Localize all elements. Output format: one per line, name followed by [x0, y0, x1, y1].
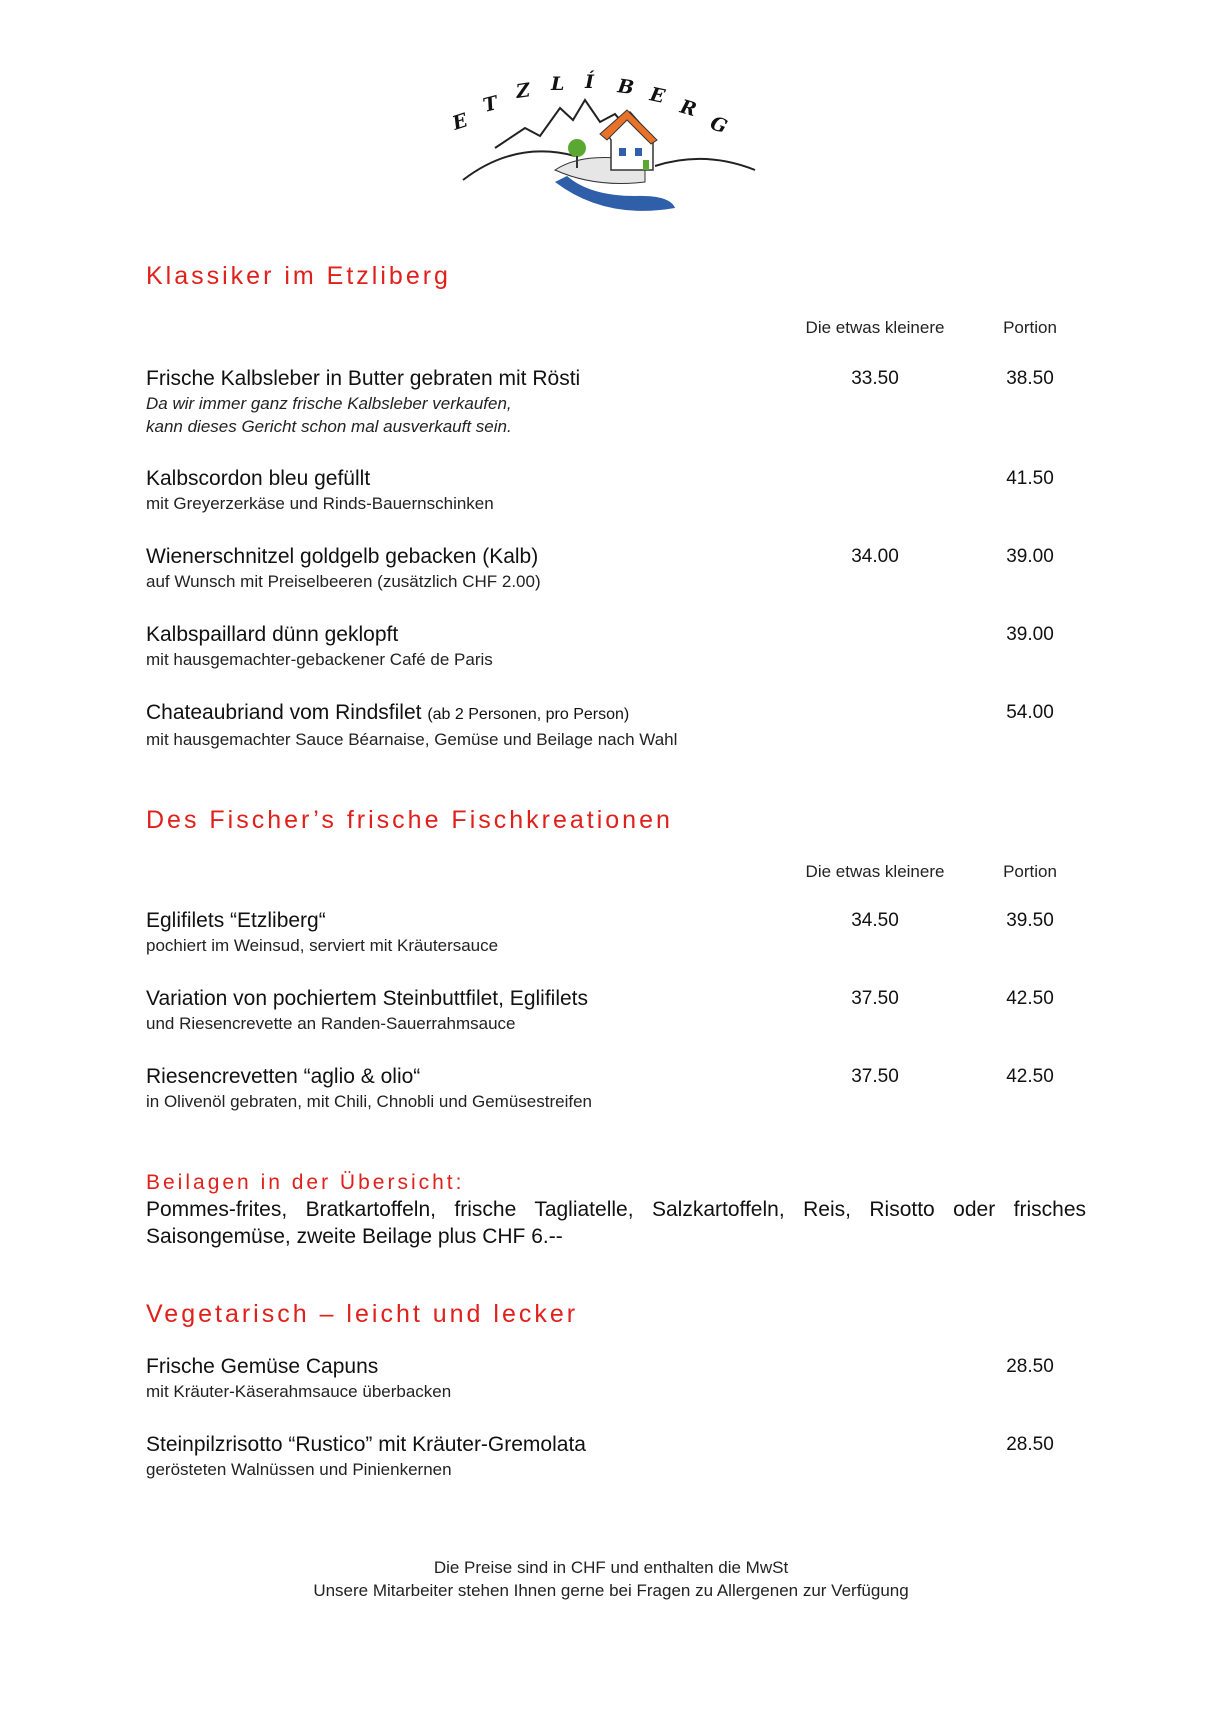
logo-letter: Í — [585, 71, 594, 93]
price-portion: 54.00 — [1006, 702, 1054, 723]
menu-item — [146, 466, 1106, 515]
price-portion: 42.50 — [1006, 1066, 1054, 1087]
price-small: 33.50 — [851, 368, 899, 389]
logo-letter: T — [480, 92, 500, 117]
price-small: 37.50 — [851, 1066, 899, 1087]
footer-line-prices: Die Preise sind in CHF und enthalten die MwSt — [433, 1558, 789, 1577]
item-name-note: (ab 2 Personen, pro Person) — [427, 706, 630, 723]
item-name: Steinpilzrisotto “Rustico” mit Kräuter-Gremolata — [146, 1433, 586, 1456]
price-portion: 39.50 — [1006, 910, 1054, 931]
item-desc: gerösteten Walnüssen und Pinienkernen — [146, 1460, 452, 1479]
column-head-small: Die etwas kleinere — [805, 318, 945, 337]
section-title-beilagen: Beilagen in der Übersicht: — [146, 1171, 465, 1194]
price-portion: 28.50 — [1006, 1356, 1054, 1377]
item-desc: und Riesencrevette an Randen-Sauerrahmsauce — [146, 1014, 516, 1033]
price-portion: 39.00 — [1006, 624, 1054, 645]
logo-letter: B — [616, 75, 636, 100]
menu-item — [146, 366, 1106, 438]
section-title-klassiker: Klassiker im Etzliberg — [146, 262, 451, 290]
tree-icon — [568, 139, 586, 157]
item-desc: in Olivenöl gebraten, mit Chili, Chnobli und Gemüsestreifen — [146, 1092, 593, 1111]
item-name: Wienerschnitzel goldgelb gebacken (Kalb) — [146, 545, 539, 568]
menu-item — [146, 1354, 1106, 1403]
logo-letter: Z — [514, 79, 532, 103]
item-name-main: Chateaubriand vom Rindsfilet — [146, 701, 422, 724]
item-desc: kann dieses Gericht schon mal ausverkauft sein. — [146, 417, 512, 436]
price-portion: 42.50 — [1006, 988, 1054, 1009]
price-small: 37.50 — [851, 988, 899, 1009]
menu-item — [146, 908, 1106, 957]
section-title-vegi: Vegetarisch – leicht und lecker — [146, 1300, 579, 1328]
footer-line-allergens: Unsere Mitarbeiter stehen Ihnen gerne bei Fragen zu Allergenen zur Verfügung — [313, 1581, 909, 1600]
logo-letter: R — [677, 95, 699, 122]
column-head-portion: Portion — [1003, 862, 1057, 881]
item-name: Riesencrevetten “aglio & olio“ — [146, 1065, 421, 1088]
item-desc: mit hausgemachter Sauce Béarnaise, Gemüse und Beilage nach Wahl — [146, 730, 678, 749]
menu-item — [146, 700, 1106, 751]
etzliberg-logo — [449, 70, 775, 220]
item-name: Frische Gemüse Capuns — [146, 1355, 379, 1378]
logo-letter: E — [449, 109, 471, 135]
section-title-fisch: Des Fischer’s frische Fischkreationen — [146, 806, 673, 834]
item-name: Kalbscordon bleu gefüllt — [146, 467, 371, 490]
column-head-portion: Portion — [1003, 318, 1057, 337]
logo-letter: G — [707, 112, 731, 139]
column-head-small: Die etwas kleinere — [805, 862, 945, 881]
menu-item — [146, 1432, 1106, 1481]
item-desc: mit Greyerzerkäse und Rinds-Bauernschinken — [146, 494, 494, 513]
item-desc: Da wir immer ganz frische Kalbsleber verkaufen, — [146, 394, 512, 413]
price-portion: 41.50 — [1006, 468, 1054, 489]
price-small: 34.50 — [851, 910, 899, 931]
logo-letter: E — [647, 83, 667, 108]
item-desc: mit Kräuter-Käserahmsauce überbacken — [146, 1382, 452, 1401]
beilagen-text: Pommes-frites, Bratkartoffeln, frische Tagliatelle, Salzkartoffeln, Reis, Risotto oder frisches Saisongemüse, zweite Beilage plus CHF 6.-- — [146, 1198, 1086, 1248]
menu-item — [146, 544, 1106, 593]
price-portion: 38.50 — [1006, 368, 1054, 389]
beilagen-block — [146, 1170, 1086, 1250]
price-small: 34.00 — [851, 546, 899, 567]
item-desc: pochiert im Weinsud, serviert mit Kräutersauce — [146, 936, 499, 955]
item-name: Frische Kalbsleber in Butter gebraten mit Rösti — [146, 367, 581, 390]
menu-item — [146, 986, 1106, 1035]
price-portion: 39.00 — [1006, 546, 1054, 567]
menu-item — [146, 1064, 1106, 1113]
item-desc: auf Wunsch mit Preiselbeeren (zusätzlich CHF 2.00) — [146, 572, 541, 591]
price-portion: 28.50 — [1006, 1434, 1054, 1455]
item-name: Kalbspaillard dünn geklopft — [146, 623, 399, 646]
menu-item — [146, 622, 1106, 671]
footer — [0, 1556, 1222, 1602]
item-name: Variation von pochiertem Steinbuttfilet, Eglifilets — [146, 987, 589, 1010]
logo-letter: L — [551, 73, 565, 95]
item-name: Eglifilets “Etzliberg“ — [146, 909, 326, 932]
item-desc: mit hausgemachter-gebackener Café de Paris — [146, 650, 493, 669]
